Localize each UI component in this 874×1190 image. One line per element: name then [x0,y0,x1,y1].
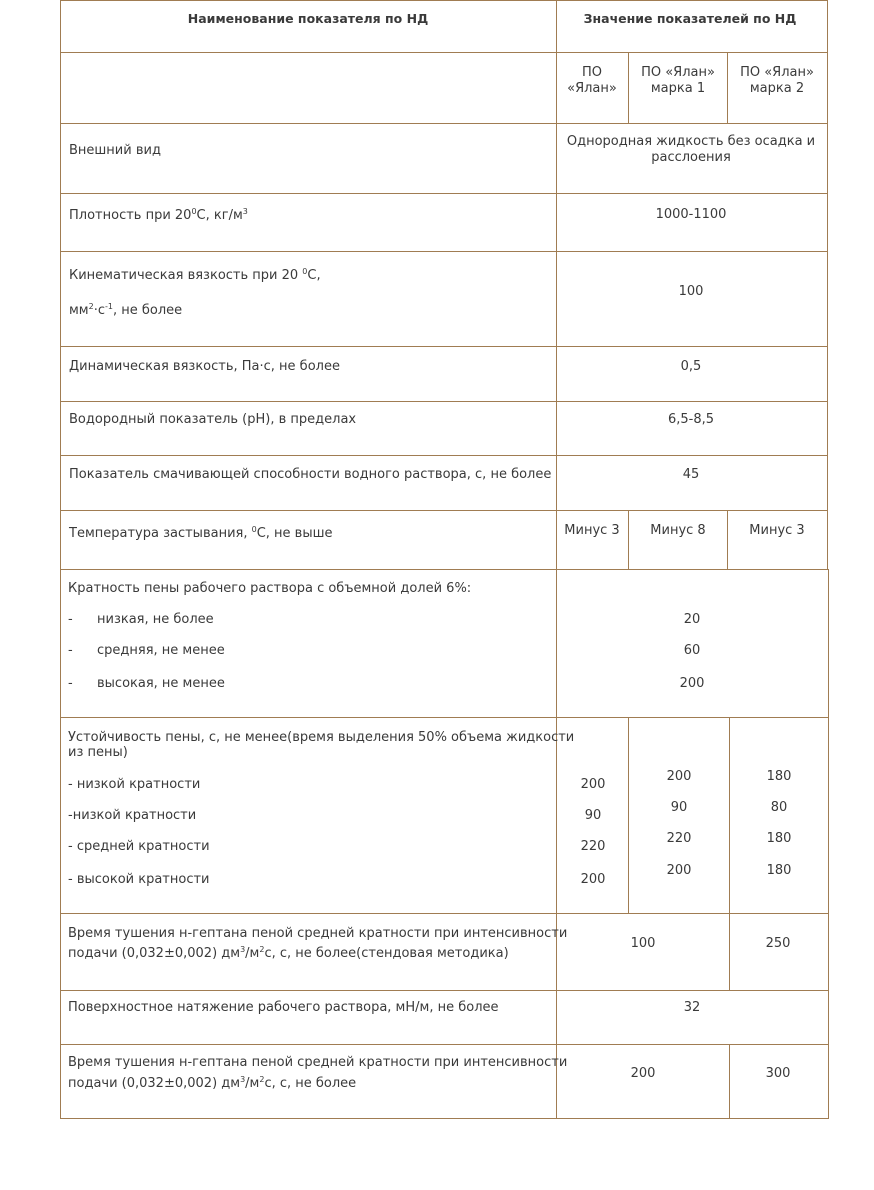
surface-tension-label: Поверхностное натяжение рабочего раствора, мН/м, не более [68,1000,499,1015]
subheader-mark1-line2: марка 1 [650,81,706,96]
foam-ratio-low-label: низкая, не более [97,612,214,627]
kin-visc-label-line2: $мм^2\cdot с^{-1}$, не более [69,302,183,318]
col-border [729,913,730,991]
freezing-value-mark1: Минус 8 [650,523,706,538]
col-border [828,569,829,1119]
row-border [60,0,828,1]
col-border [628,510,629,570]
row-border [60,52,828,53]
col-border [727,52,728,124]
freezing-label: Температура застывания, $^0$С, не выше [69,525,333,541]
col-border [628,717,629,914]
extinguish-label-line2: подачи (0,032±0,002) $дм^3/м^2с$, с, не более [68,1075,357,1091]
foam-stability-mark1-value: 200 [666,769,692,784]
dyn-visc-value: 0,5 [680,359,702,374]
foam-ratio-dash: - [68,676,73,691]
kin-visc-value: 100 [678,284,704,299]
appearance-label: Внешний вид [69,143,161,158]
row-border [60,1118,829,1119]
col-border [556,0,557,1119]
col-border [628,52,629,124]
extinguish-stand-value-mark2: 250 [765,936,791,951]
foam-stability-title-line1: Устойчивость пены, с, не менее(время выделения 50% объема жидкости [68,730,575,745]
foam-stability-po-value: 200 [580,777,606,792]
ph-value: 6,5-8,5 [667,412,715,427]
foam-stability-mark2-value: 180 [766,769,792,784]
row-border [60,990,829,991]
col-border [729,1044,730,1119]
foam-stability-po-value: 220 [580,839,606,854]
density-value: 1000-1100 [655,207,727,222]
row-border [60,913,829,914]
wetting-value: 45 [682,467,700,482]
foam-stability-po-value: 90 [584,808,602,823]
foam-ratio-high-label: высокая, не менее [97,676,225,691]
foam-ratio-low-value: 20 [683,612,701,627]
row-border [60,1044,829,1045]
row-border [60,251,828,252]
header-values: Значение показателей по НД [583,11,797,26]
appearance-value-line1: Однородная жидкость без осадка и [566,134,816,149]
extinguish-stand-label-line2: подачи (0,032±0,002) $дм^3/м^2с$, с, не более(стендовая методика) [68,945,509,961]
density-label: Плотность при $20^0С$, $кг/м^3$ [69,207,248,223]
foam-stability-mark1-value: 220 [666,831,692,846]
foam-ratio-title: Кратность пены рабочего раствора с объемной долей 6%: [68,581,472,596]
dyn-visc-label: Динамическая вязкость, Па·с, не более [69,359,340,374]
wetting-label: Показатель смачивающей способности водного раствора, с, не более [69,467,552,482]
row-border [60,401,828,402]
foam-ratio-high-value: 200 [679,676,705,691]
row-border [60,717,829,718]
foam-stability-row-label: - высокой кратности [68,872,210,887]
row-border [60,455,828,456]
extinguish-stand-label-line1: Время тушения н-гептана пеной средней кратности при интенсивности [68,926,568,941]
subheader-mark1-line1: ПО «Ялан» [641,65,715,80]
kin-visc-label-line1: Кинематическая вязкость при 20 $^0$С, [69,267,321,283]
foam-stability-mark2-value: 180 [766,831,792,846]
subheader-mark2-line1: ПО «Ялан» [740,65,814,80]
foam-stability-mark1-value: 200 [666,863,692,878]
subheader-mark2-line2: марка 2 [749,81,805,96]
row-border [60,346,828,347]
ph-label: Водородный показатель (рН), в пределах [69,412,357,427]
extinguish-stand-value-po-mark1: 100 [630,936,656,951]
row-border [60,569,829,570]
foam-ratio-medium-value: 60 [683,643,701,658]
foam-stability-mark2-value: 80 [770,800,788,815]
subheader-po-yalan-line2: «Ялан» [567,81,617,96]
freezing-value-po: Минус 3 [564,523,620,538]
foam-stability-row-label: - низкой кратности [68,777,201,792]
appearance-value-line2: расслоения [651,150,731,165]
foam-ratio-dash: - [68,643,73,658]
extinguish-label-line1: Время тушения н-гептана пеной средней кратности при интенсивности [68,1055,568,1070]
header-name: Наименование показателя по НД [187,11,429,26]
extinguish-value-po-mark1: 200 [630,1066,656,1081]
extinguish-value-mark2: 300 [765,1066,791,1081]
foam-stability-title-line2: из пены) [68,745,128,760]
col-border [727,510,728,570]
foam-stability-po-value: 200 [580,872,606,887]
row-border [60,510,828,511]
col-border [827,0,828,570]
foam-stability-row-label: -низкой кратности [68,808,197,823]
col-border [60,0,61,1119]
col-border [729,717,730,914]
row-border [60,123,828,124]
row-border [60,193,828,194]
foam-stability-mark2-value: 180 [766,863,792,878]
subheader-po-yalan-line1: ПО [581,65,603,80]
foam-stability-mark1-value: 90 [670,800,688,815]
foam-ratio-dash: - [68,612,73,627]
surface-tension-value: 32 [683,1000,701,1015]
freezing-value-mark2: Минус 3 [749,523,805,538]
foam-ratio-medium-label: средняя, не менее [97,643,225,658]
foam-stability-row-label: - средней кратности [68,839,210,854]
